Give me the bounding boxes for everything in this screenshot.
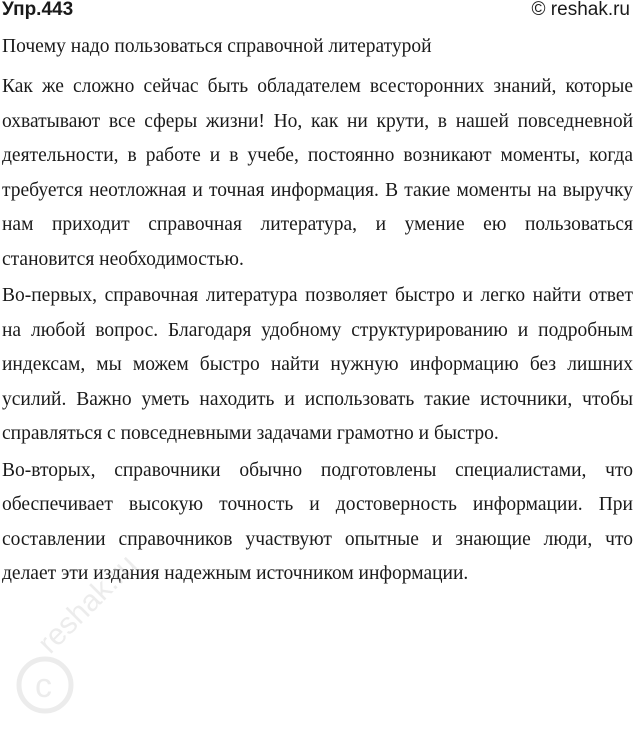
watermark-copyright-icon [19, 659, 71, 711]
copyright-label: © reshak.ru [531, 0, 630, 20]
svg-text:c: c [35, 667, 52, 705]
exercise-number: Упр.443 [2, 0, 74, 20]
watermark-text: reshak.ru [31, 548, 144, 660]
essay-body [2, 70, 633, 594]
paragraph-2: Во-первых, справочная литература позволяет быстро и легко найти ответ на любой вопрос. Благодаря удобному структурированию и подробным индексам, мы можем быстро найти нужную информацию без лишних усилий. Важно уметь находить и использовать такие источники, чтобы справляться с повседневными задачами грамотно и быстро. [2, 285, 633, 444]
page-header [0, 0, 635, 24]
paragraph-1: Как же сложно сейчас быть обладателем всесторонних знаний, которые охватывают все сферы жизни! Но, как ни крути, в нашей повседневной деятельности, в работе и в учебе, постоянно возникают моменты, когда требуется неотложная и точная информация. В такие моменты на выручку нам приходит справочная литература, и умение ею пользоваться становится необходимостью. [2, 76, 633, 270]
paragraph-3: Во-вторых, справочники обычно подготовлены специалистами, что обеспечивает высокую точность и достоверность информации. При составлении справочников участвуют опытные и знающие люди, что делает эти издания надежным источником информации. [2, 459, 633, 584]
essay-title: Почему надо пользоваться справочной литературой [2, 36, 432, 57]
